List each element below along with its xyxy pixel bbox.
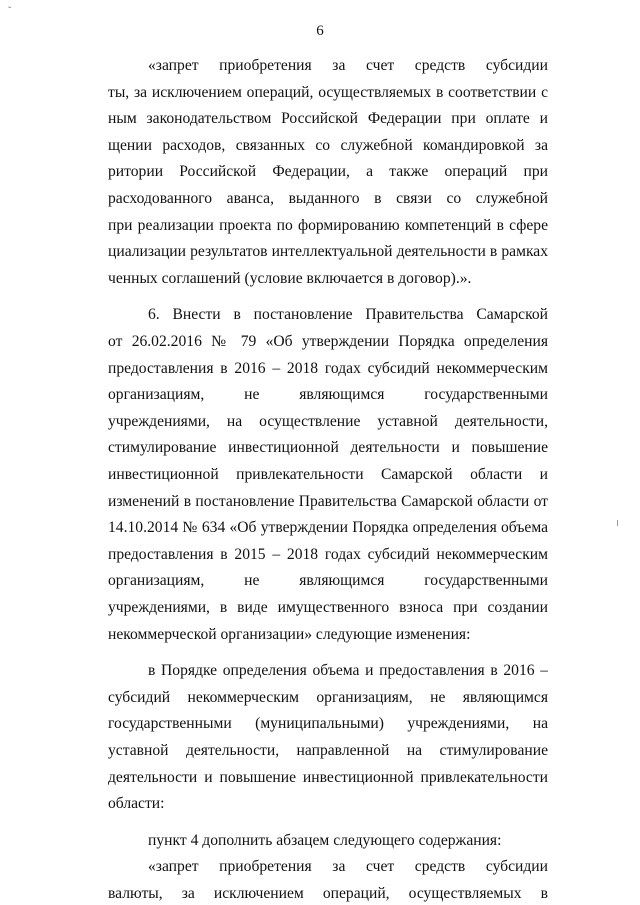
text-line: 14.10.2014 № 634 «Об утверждении Порядка определения объема [108, 519, 548, 536]
text-line: деятельности и повышение инвестиционной привлекательности [108, 769, 548, 786]
text-line: учреждениями, в виде имущественного взноса при создании [108, 599, 548, 616]
text-line: пункт 4 дополнить абзацем следующего содержания: [148, 832, 502, 849]
text-line: ты, за исключением операций, осуществляемых в соответствии с [108, 84, 548, 101]
scan-corner-mark: ˇ [8, 6, 12, 17]
text-line: некоммерческой организации» следующие изменения: [108, 626, 471, 643]
text-line: циализации результатов интеллектуальной деятельности в рамках [108, 243, 548, 260]
text-line: стимулирование инвестиционной деятельности и повышение [108, 439, 548, 456]
text-line: изменений в постановление Правительства Самарской области от [108, 493, 548, 510]
text-line: от 26.02.2016 № 79 «Об утверждении Порядка определения [108, 333, 548, 350]
page-number: 6 [316, 23, 324, 39]
text-line: учреждениями, на осуществление уставной деятельности, [108, 413, 548, 430]
text-line: предоставления в 2016 – 2018 годах субсидий некоммерческим [108, 360, 548, 377]
text-line: щении расходов, связанных со служебной командировкой за [108, 137, 548, 154]
text-line: предоставления в 2015 – 2018 годах субсидий некоммерческим [108, 546, 548, 563]
text-line: области: [108, 795, 165, 812]
text-line: 6. Внести в постановление Правительства Самарской [148, 306, 548, 323]
text-line: ченных соглашений (условие включается в договор).». [108, 270, 472, 287]
text-line: расходованного аванса, выданного в связи со служебной [108, 190, 548, 207]
text-line: ным законодательством Российской Федерации при оплате и [108, 110, 548, 127]
text-line: валюты, за исключением операций, осуществляемых в [108, 885, 548, 902]
text-line: «запрет приобретения за счет средств субсидии [148, 57, 548, 74]
text-line: организациям, не являющимся государственными [108, 572, 548, 589]
text-line: инвестиционной привлекательности Самарской области и [108, 466, 548, 483]
text-line: при реализации проекта по формированию компетенций в сфере [108, 217, 548, 234]
text-line: организациям, не являющимся государственными [108, 386, 548, 403]
text-line: ритории Российской Федерации, а также операций при [108, 163, 548, 180]
scan-margin-mark [617, 520, 618, 526]
text-line: в Порядке определения объема и предоставления в 2016 – [148, 662, 548, 679]
text-line: государственными (муниципальными) учреждениями, на [108, 715, 548, 732]
text-line: уставной деятельности, направленной на стимулирование [108, 742, 548, 759]
text-line: «запрет приобретения за счет средств субсидии [148, 858, 548, 875]
text-line: субсидий некоммерческим организациям, не являющимся [108, 689, 548, 706]
